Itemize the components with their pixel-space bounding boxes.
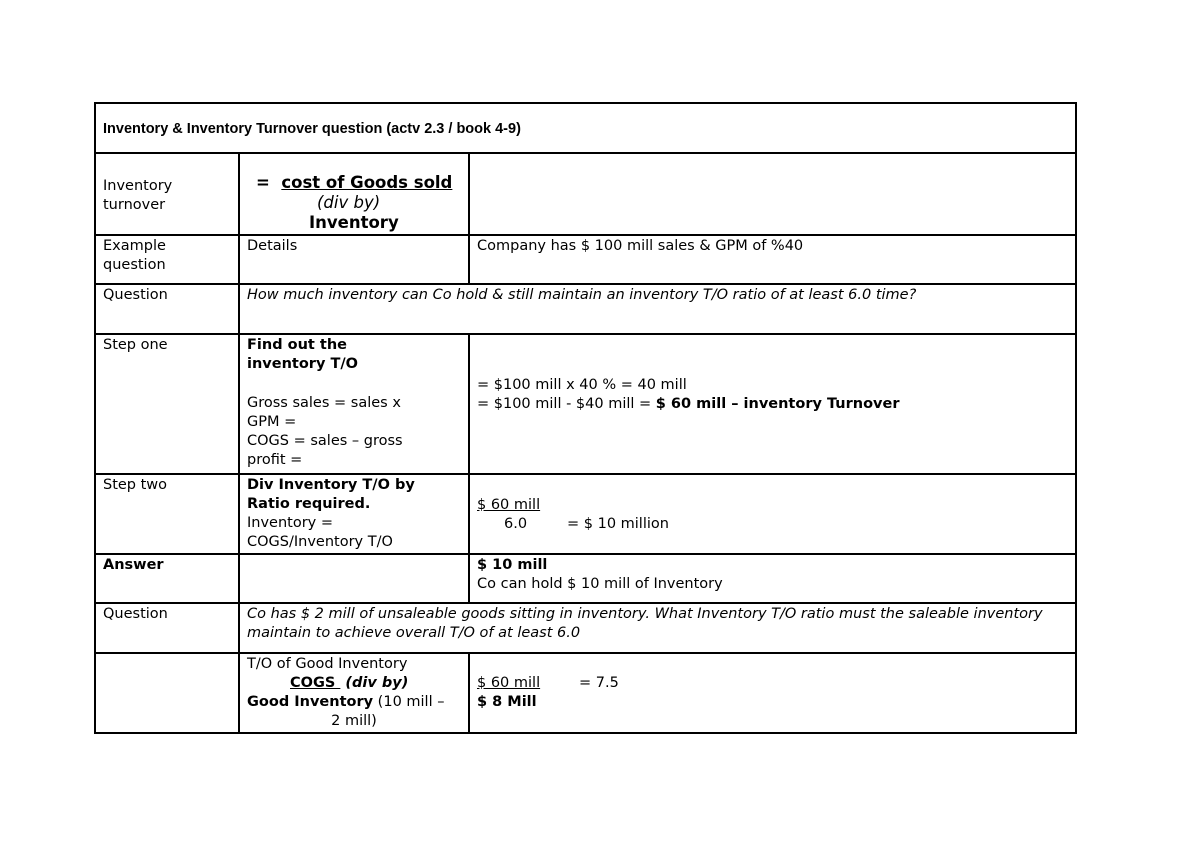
formula-denominator: Inventory: [309, 213, 399, 232]
step-two-calculation: [469, 474, 1076, 554]
details-cell: Details: [239, 235, 469, 284]
question-label: Question: [95, 603, 239, 653]
table-title: Inventory & Inventory Turnover question (actv 2.3 / book 4-9): [103, 121, 521, 137]
question-text: Co has $ 2 mill of unsaleable goods sitting in inventory. What Inventory T/O ratio must the saleable inventory maintain to achieve overall T/O of at least 6.0: [239, 603, 1076, 653]
formula-cell: [239, 153, 469, 235]
answer-cell: [469, 554, 1076, 603]
label-line: turnover: [103, 197, 166, 213]
paren-text: (10 mill –: [373, 694, 445, 710]
empty-cell: [95, 653, 239, 733]
to-good-line: T/O of Good Inventory: [247, 656, 408, 672]
cogs-line: COGS = sales – gross: [247, 433, 403, 449]
step-two-row: [95, 474, 1076, 554]
good-inventory-row: [95, 653, 1076, 733]
title-row: [95, 103, 1076, 153]
fraction-denominator: 6.0: [504, 516, 528, 532]
gross-line: Gross sales = sales x: [247, 395, 401, 411]
gross-line: GPM =: [247, 414, 297, 430]
inv-line: COGS/Inventory T/O: [247, 534, 393, 550]
find-line: inventory T/O: [247, 356, 358, 372]
answer-row: [95, 554, 1076, 603]
inventory-turnover-row: [95, 153, 1076, 235]
div-line: Div Inventory T/O by: [247, 477, 415, 493]
label-line: question: [103, 257, 166, 273]
example-question-row: [95, 235, 1076, 284]
fraction-numerator: $ 60 mill: [477, 497, 541, 513]
question-label: Question: [95, 284, 239, 334]
row-label: [95, 235, 239, 284]
fraction-result: = 7.5: [579, 675, 619, 691]
calc-line-1: = $100 mill x 40 % = 40 mill: [477, 377, 687, 393]
question-text: How much inventory can Co hold & still maintain an inventory T/O ratio of at least 6.0 time?: [239, 284, 1076, 334]
good-inv-line: [247, 693, 461, 712]
row-label: [95, 153, 239, 235]
fraction-row: [477, 515, 1068, 534]
fraction-denominator: $ 8 Mill: [477, 694, 537, 710]
question-row: [95, 284, 1076, 334]
label-line: Example: [103, 238, 166, 254]
inv-line: Inventory =: [247, 515, 334, 531]
good-inv-text: Good Inventory: [247, 694, 374, 710]
empty-cell: [469, 153, 1076, 235]
formula-prefix: =: [256, 173, 282, 192]
inventory-turnover-table: [94, 102, 1077, 734]
paren-line-2: 2 mill): [331, 713, 377, 729]
find-line: Find out the: [247, 337, 347, 353]
step-one-label: Step one: [95, 334, 239, 474]
answer-text: Co can hold $ 10 mill of Inventory: [477, 576, 723, 592]
formula-numerator: cost of Goods sold: [281, 173, 453, 192]
step-two-description: [239, 474, 469, 554]
good-inventory-description: [239, 653, 469, 733]
step-one-description: [239, 334, 469, 474]
company-cell: Company has $ 100 mill sales & GPM of %40: [469, 235, 1076, 284]
fraction-numerator: $ 60 mill: [477, 675, 541, 691]
answer-amount: $ 10 mill: [477, 557, 548, 573]
cogs-line: profit =: [247, 452, 303, 468]
cogs-line: [247, 674, 461, 693]
title-cell: [95, 103, 1076, 153]
answer-label: Answer: [95, 554, 239, 603]
fraction-row: [477, 674, 1068, 693]
calc-line-2: [477, 395, 1068, 414]
question-two-row: [95, 603, 1076, 653]
step-one-calculation: [469, 334, 1076, 474]
cogs-text: COGS: [290, 675, 341, 691]
div-line: Ratio required.: [247, 496, 371, 512]
label-line: Inventory: [103, 178, 173, 194]
step-one-row: [95, 334, 1076, 474]
div-by-text: (div by): [340, 675, 409, 691]
step-two-label: Step two: [95, 474, 239, 554]
formula-div: (div by): [317, 193, 381, 212]
calc-bold: $ 60 mill – inventory Turnover: [655, 396, 900, 412]
good-inventory-calculation: [469, 653, 1076, 733]
calc-plain: = $100 mill - $40 mill =: [477, 396, 656, 412]
empty-cell: [239, 554, 469, 603]
fraction-result: = $ 10 million: [567, 516, 669, 532]
